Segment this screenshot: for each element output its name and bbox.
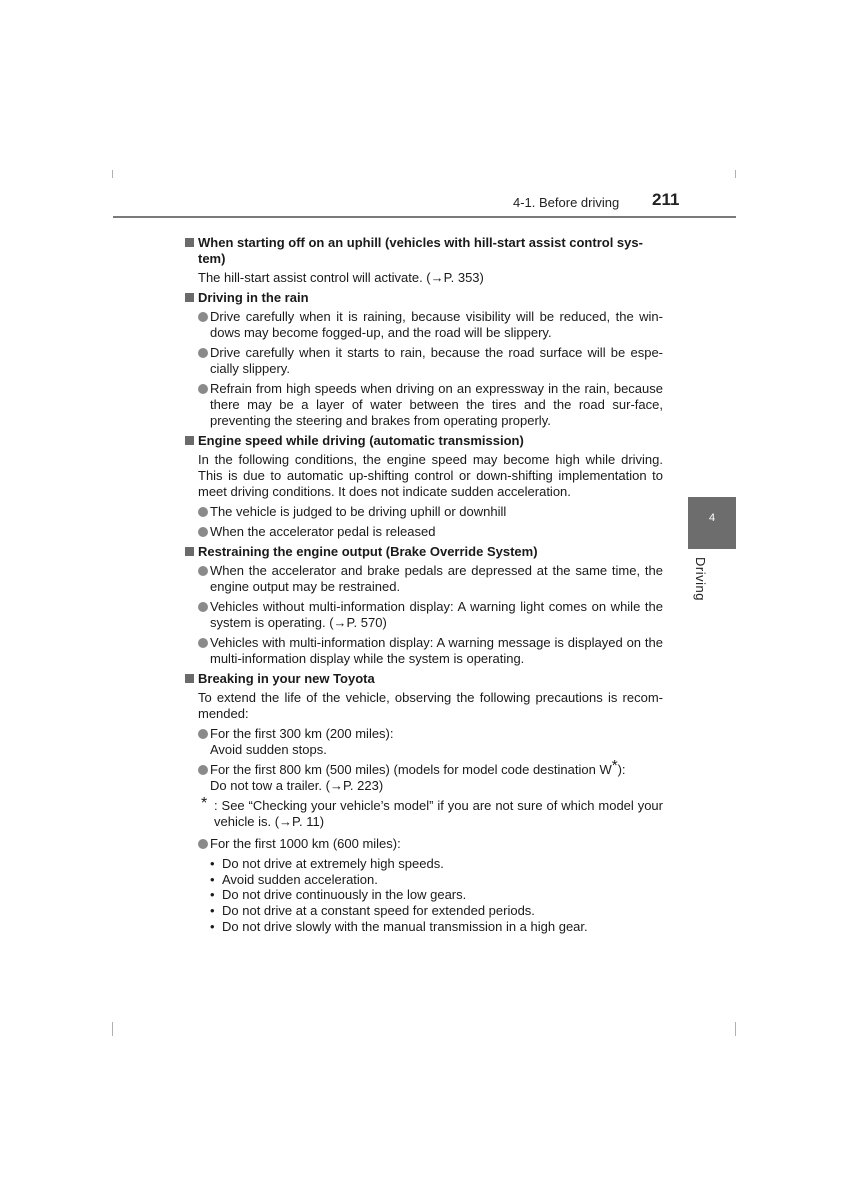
circle-bullet-icon [198,384,208,394]
section-header: 4-1. Before driving [513,195,620,210]
square-bullet-icon [185,674,194,683]
crop-mark [735,170,736,178]
list-item: The vehicle is judged to be driving uphill or downhill [198,504,663,520]
square-bullet-icon [185,238,194,247]
circle-bullet-icon [198,765,208,775]
small-bullet-icon: • [210,887,215,903]
small-bullet-icon: • [210,856,215,871]
footnote-star: * [201,795,208,812]
sub-list-item: • Do not drive at extremely high speeds. [210,856,444,871]
chapter-number: 4 [708,512,716,524]
list-item: For the first 300 km (200 miles): Avoid sudden stops. [198,726,663,758]
list-item: Drive carefully when it starts to rain, because the road surface will be espe-cially slippery. [198,345,663,377]
sub-list-item: • Do not drive at a constant speed for extended periods. [210,903,535,919]
paragraph: The hill-start assist control will activate. (→P. 353) [198,270,484,285]
circle-bullet-icon [198,348,208,358]
section-engine-speed [185,433,663,540]
list-item: Drive carefully when it is raining, because visibility will be reduced, the win-dows may become fogged-up, and the road will be slippery. [198,309,663,341]
small-bullet-icon: • [210,871,215,887]
circle-bullet-icon [198,527,208,537]
list-item: When the accelerator pedal is released [198,524,663,540]
page-number: 211 [652,190,680,209]
footnote: * : See “Checking your vehicle’s model” if you are not sure of which model your vehicle is. (→P. 11) [201,795,663,829]
section-heading: Breaking in your new Toyota [185,671,663,687]
circle-bullet-icon [198,729,208,739]
small-bullet-icon: • [210,918,215,934]
square-bullet-icon [185,436,194,445]
section-rain [185,290,663,429]
circle-bullet-icon [198,638,208,648]
chapter-tab [688,497,736,549]
list-item: For the first 800 km (500 miles) (models for model code destination W*): Do not tow a trailer. (→P. 223) [198,762,663,794]
list-item: For the first 1000 km (600 miles): [198,836,663,852]
circle-bullet-icon [198,566,208,576]
crop-mark [112,170,113,178]
section-heading: Driving in the rain [185,290,663,306]
paragraph: To extend the life of the vehicle, observing the following precautions is recom-mended: [198,690,663,721]
list-item: When the accelerator and brake pedals are depressed at the same time, the engine output may be restrained. [198,563,663,595]
list-item: Refrain from high speeds when driving on an expressway in the rain, because there may be a layer of water between the tires and the road sur-face, preventing the steering and brakes from operating properly. [198,381,663,429]
section-heading: Engine speed while driving (automatic transmission) [185,433,663,449]
list-item: Vehicles without multi-information display: A warning light comes on while the system is operating. (→P. 570) [198,599,663,631]
footnote-star: * [611,757,618,774]
square-bullet-icon [185,547,194,556]
sub-list [210,856,663,935]
section-breaking-in [185,671,663,935]
square-bullet-icon [185,293,194,302]
section-restraining [185,544,663,667]
header-divider [113,216,736,218]
sub-list-item: • Avoid sudden acceleration. [210,871,378,887]
circle-bullet-icon [198,839,208,849]
crop-mark [735,1022,736,1036]
section-uphill [185,235,663,286]
section-heading: Restraining the engine output (Brake Override System) [185,544,663,560]
paragraph: In the following conditions, the engine speed may become high while driving. This is due to automatic up-shifting control or down-shifting implementation to meet driving conditions. It does not indicate sudden acceleration. [198,452,663,499]
sub-list-item: • Do not drive continuously in the low gears. [210,887,467,903]
sub-list-item: • Do not drive slowly with the manual transmission in a high gear. [210,918,588,934]
circle-bullet-icon [198,602,208,612]
page-content [185,235,663,939]
small-bullet-icon: • [210,903,215,919]
crop-mark [112,1022,113,1036]
list-item: Vehicles with multi-information display: A warning message is displayed on the multi-information display while the system is operating. [198,635,663,667]
circle-bullet-icon [198,312,208,322]
circle-bullet-icon [198,507,208,517]
section-heading: When starting off on an uphill (vehicles with hill-start assist control sys-tem) [185,235,663,267]
chapter-label: Driving [693,557,708,601]
